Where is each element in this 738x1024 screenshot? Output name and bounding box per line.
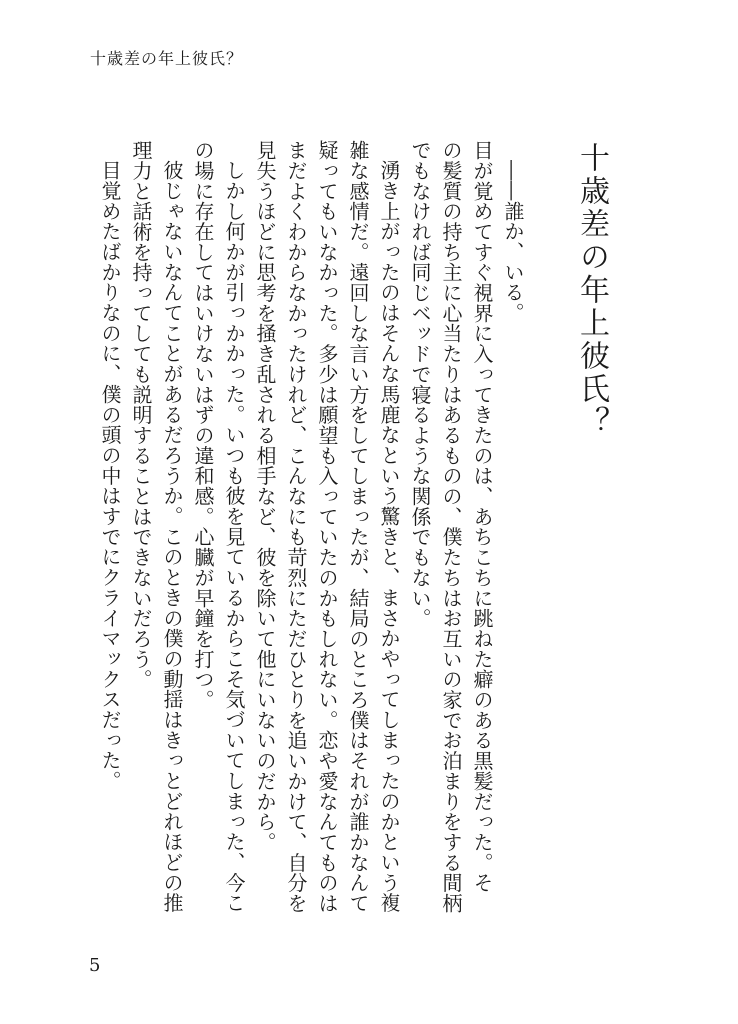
- body-line: でもなければ同じベッドで寝るような関係でもない。: [408, 140, 432, 629]
- body-line: しかし何かが引っかかった。いつも彼を見ているからこそ気づいてしまった、今こ: [222, 160, 246, 913]
- body-line: の髪質の持ち主に心当たりはあるものの、僕たちはお互いの家でお泊まりをする間柄: [439, 140, 463, 914]
- body-line: 雑な感情だ。遠回しな言い方をしてしまったが、結局のところ僕はそれが誰かなんて: [346, 140, 370, 914]
- chapter-title: 十歳差の年上彼氏？: [574, 142, 609, 439]
- body-line: まだよくわからなかったけれど、こんなにも苛烈にただひとりを追いかけて、自分を: [284, 140, 308, 914]
- body-line: 疑ってもいなかった。多少は願望も入っていたのかもしれない。恋や愛なんてものは: [315, 140, 339, 914]
- running-header: 十歳差の年上彼氏？: [90, 49, 244, 68]
- body-line: 彼じゃないなんてことがあるだろうか。このときの僕の動揺はきっとどれほどの推: [160, 160, 184, 913]
- body-text: [88, 140, 528, 940]
- body-line: 目覚めたばかりなのに、僕の頭の中はすでにクライマックスだった。: [98, 160, 122, 791]
- body-line: ――誰か、いる。: [501, 160, 525, 323]
- body-line: 湧き上がったのはそんな馬鹿なという驚きと、まさかやってしまったのかという複: [377, 160, 401, 913]
- body-line: 目が覚めてすぐ視界に入ってきたのは、あちこちに跳ねた癖のある黒髪だった。そ: [470, 140, 494, 893]
- body-line: 見失うほどに思考を掻き乱される相手など、彼を除いて他にいないのだから。: [253, 140, 277, 853]
- body-line: 理力と話術を持ってしても説明することはできないだろう。: [129, 140, 153, 690]
- page-number: 5: [89, 955, 101, 976]
- body-line: の場に存在してはいけないはずの違和感。心臓が早鐘を打つ。: [191, 140, 215, 710]
